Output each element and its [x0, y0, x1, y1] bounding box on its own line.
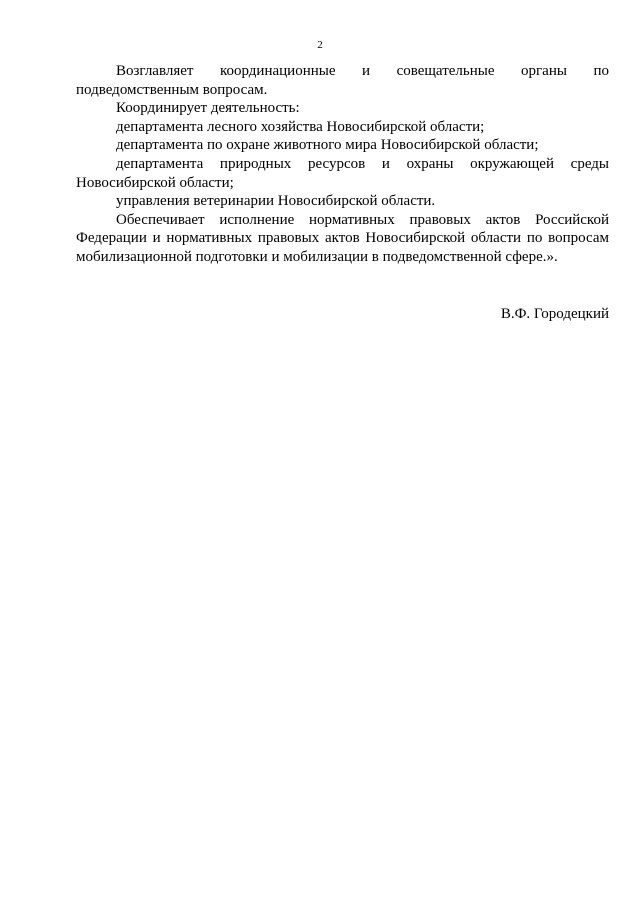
paragraph-wildlife-department: департамента по охране животного мира Новосибирской области;: [116, 137, 539, 154]
paragraph-forestry-department: департамента лесного хозяйства Новосибирской области;: [116, 118, 485, 135]
paragraph-mobilization: Обеспечивает исполнение нормативных правовых актов Российской Федерации и нормативных правовых актов Новосибирской области по вопросам мобилизационной подготовки и мобилизации в подведомственной сфере.».: [76, 211, 609, 265]
page-number: 2: [317, 39, 323, 51]
signature-name: В.Ф. Городецкий: [500, 306, 609, 322]
paragraph-natural-resources-department: департамента природных ресурсов и охраны окружающей среды Новосибирской области;: [76, 155, 609, 191]
paragraph-heads-bodies: Возглавляет координационные и совещательные органы по подведомственным вопросам.: [76, 63, 609, 98]
document-body: [76, 62, 609, 267]
paragraph-coordinates: Координирует деятельность:: [116, 100, 300, 117]
paragraph-veterinary-office: управления ветеринарии Новосибирской области.: [116, 193, 436, 210]
